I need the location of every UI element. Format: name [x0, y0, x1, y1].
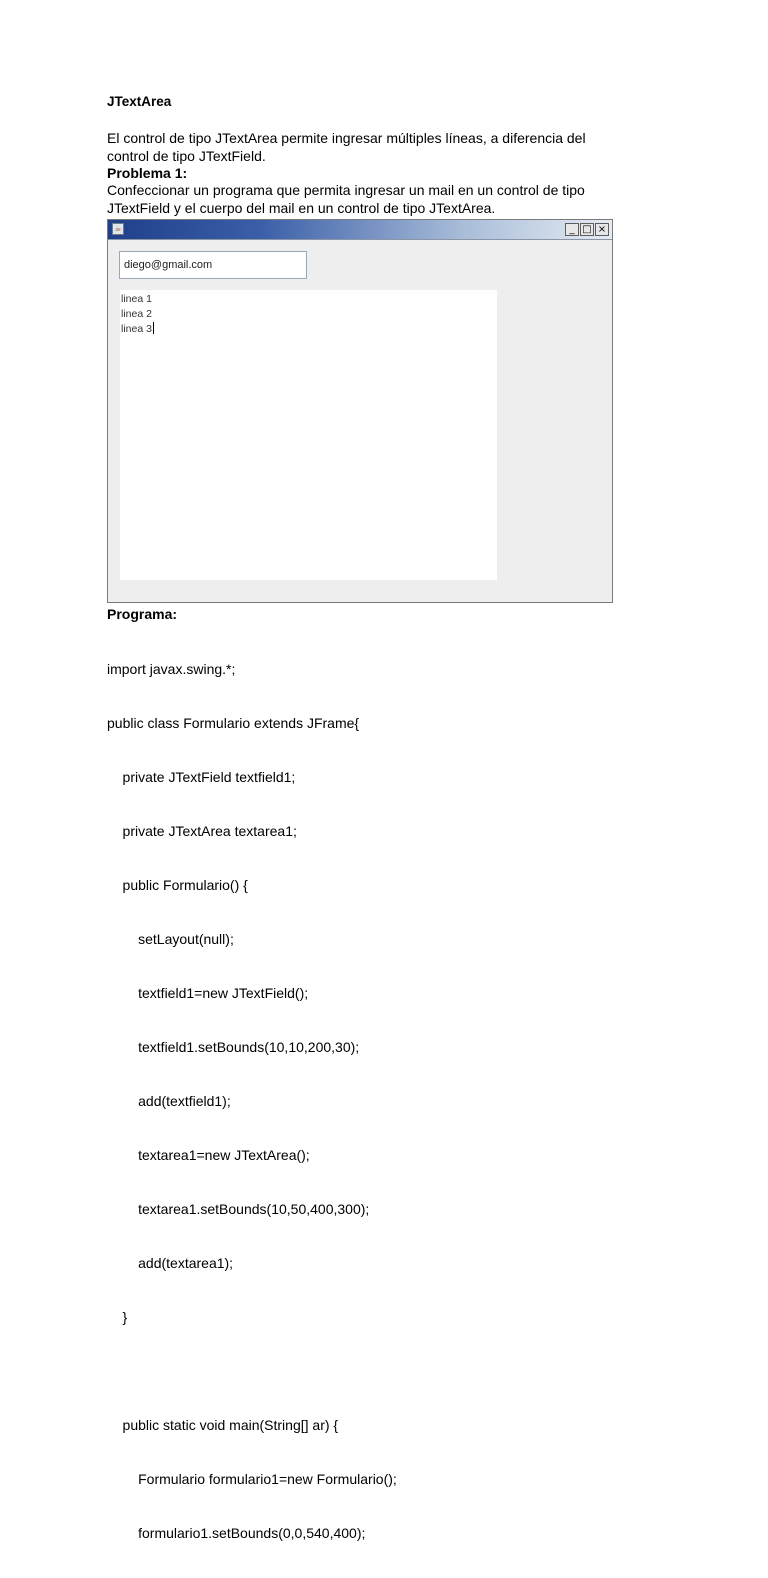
code-line: public Formulario() { [107, 877, 248, 893]
code-line: textfield1=new JTextField(); [107, 985, 309, 1001]
code-line: add(textarea1); [107, 1255, 234, 1271]
text-area-line: linea 2 [121, 308, 152, 320]
close-button[interactable]: × [595, 223, 609, 236]
problem-text-line-2: JTextField y el cuerpo del mail en un control de tipo JTextArea. [107, 200, 496, 216]
intro-text-line-2: control de tipo JTextField. [107, 148, 266, 164]
code-line: private JTextField textfield1; [107, 769, 296, 785]
text-area-line [121, 322, 497, 337]
page-title: JTextArea [107, 94, 172, 109]
problem-title: Problema 1: [107, 165, 188, 181]
program-label: Programa: [107, 606, 178, 622]
minimize-button[interactable]: _ [565, 223, 579, 236]
maximize-button[interactable]: □ [580, 223, 594, 236]
code-line: public static void main(String[] ar) { [107, 1417, 339, 1433]
code-line: setLayout(null); [107, 931, 234, 947]
text-area-line-text: linea 3 [121, 323, 152, 335]
code-line: public class Formulario extends JFrame{ [107, 715, 360, 731]
code-listing [107, 624, 397, 1578]
code-line: add(textfield1); [107, 1093, 231, 1109]
intro-text-line-1: El control de tipo JTextArea permite ingresar múltiples líneas, a diferencia del [107, 130, 586, 146]
code-line: textarea1.setBounds(10,50,400,300); [107, 1201, 370, 1217]
window-controls [565, 223, 609, 236]
swing-window-screenshot [107, 219, 613, 603]
code-line: Formulario formulario1=new Formulario(); [107, 1471, 397, 1487]
code-line: } [107, 1309, 128, 1325]
window-titlebar [108, 220, 612, 240]
mail-body-text-area[interactable] [120, 290, 497, 580]
code-line: formulario1.setBounds(0,0,540,400); [107, 1525, 366, 1541]
email-text-field[interactable]: diego@gmail.com [119, 251, 307, 279]
code-line: textarea1=new JTextArea(); [107, 1147, 310, 1163]
code-line: import javax.swing.*; [107, 661, 236, 677]
code-line [107, 1362, 397, 1380]
text-area-line: linea 1 [121, 293, 152, 305]
java-cup-icon: ☕ [112, 223, 124, 235]
code-line: textfield1.setBounds(10,10,200,30); [107, 1039, 360, 1055]
code-line: private JTextArea textarea1; [107, 823, 297, 839]
text-caret [153, 322, 154, 334]
problem-text-line-1: Confeccionar un programa que permita ingresar un mail en un control de tipo [107, 182, 585, 198]
